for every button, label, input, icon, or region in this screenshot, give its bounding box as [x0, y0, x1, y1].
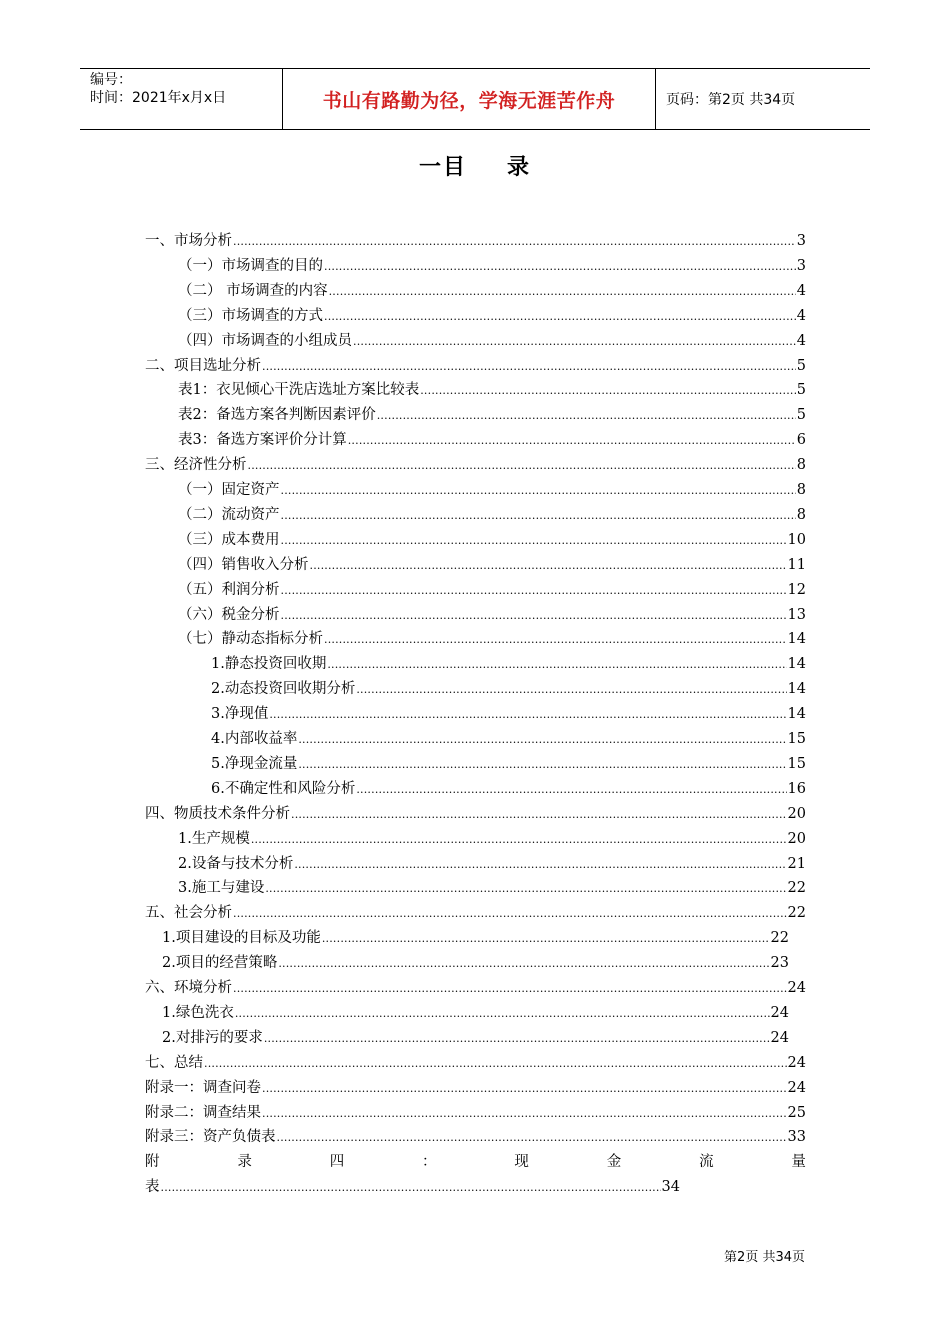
dot-leader [298, 727, 786, 752]
dot-leader [327, 652, 786, 677]
dot-leader [269, 702, 786, 727]
toc-entry-label: （三）市场调查的方式 [178, 307, 323, 324]
dot-leader [248, 453, 796, 478]
appendix4-char: 四 [329, 1154, 345, 1171]
toc-entry[interactable] [178, 279, 806, 304]
dot-leader [278, 951, 769, 976]
dot-leader [324, 254, 796, 279]
dot-leader [356, 677, 786, 702]
toc-entry-label: 1.绿色洗衣 [162, 1004, 234, 1021]
toc-entry[interactable] [211, 752, 806, 777]
toc-entry-label: （一）市场调查的目的 [178, 257, 323, 274]
toc-entry-page: 3 [796, 233, 806, 249]
toc-entry[interactable] [211, 677, 806, 702]
toc-entry[interactable] [178, 578, 806, 603]
dot-leader [298, 752, 786, 777]
dot-leader [324, 627, 787, 652]
time-label: 时间：2021年x月x日 [90, 90, 227, 106]
toc-entry-page: 8 [796, 482, 806, 498]
toc-entry-page: 22 [787, 905, 806, 922]
toc-entry-label: 七、总结 [145, 1054, 203, 1071]
dot-leader [356, 777, 786, 802]
toc-entry[interactable] [162, 1026, 789, 1051]
code-label: 编号： [90, 72, 132, 88]
toc-entry-page: 22 [770, 930, 789, 947]
toc-entry-page: 34 [661, 1179, 680, 1196]
toc-entry-page: 24 [770, 1004, 789, 1021]
toc-entry-label: （七）静动态指标分析 [178, 631, 323, 648]
dot-leader [233, 901, 787, 926]
dot-leader [233, 229, 796, 254]
toc-entry[interactable] [162, 926, 789, 951]
dot-leader [233, 976, 787, 1001]
toc-entry-label: 表 [145, 1179, 160, 1196]
toc-entry[interactable] [178, 428, 806, 453]
toc-entry-page: 24 [787, 1054, 806, 1071]
appendix4-char: 附 [145, 1154, 160, 1171]
header-page-info [656, 69, 870, 129]
toc-entry-label: 附录二：调查结果 [145, 1104, 261, 1121]
toc-entry[interactable] [145, 976, 806, 1001]
motto-text: 书山有路勤为径，学海无涯苦作舟 [322, 89, 616, 112]
dot-leader [281, 578, 787, 603]
toc-entry[interactable] [178, 329, 806, 354]
toc-entry-page: 3 [796, 257, 806, 274]
toc-entry[interactable] [162, 951, 789, 976]
toc-entry[interactable] [178, 254, 806, 279]
toc-entry-label: 3.净现值 [211, 706, 269, 723]
toc-entry-page: 22 [787, 880, 806, 897]
appendix4-char: 录 [237, 1154, 252, 1171]
toc-entry[interactable] [178, 528, 806, 553]
toc-entry-page: 20 [787, 805, 806, 822]
toc-entry-page: 5 [796, 382, 806, 399]
toc-entry-label: 三、经济性分析 [145, 457, 247, 474]
toc-entry-label: 附录三：资产负债表 [145, 1129, 276, 1146]
title-part1: 一目 [418, 155, 467, 180]
toc-entry-label: 二、项目选址分析 [145, 357, 261, 374]
dot-leader [420, 378, 796, 403]
dot-leader [262, 1101, 787, 1126]
toc-entry-label: 2.对排污的要求 [162, 1029, 263, 1046]
toc-entry-label: 附录一：调查问卷 [145, 1079, 261, 1096]
title-part2: 录 [507, 155, 532, 180]
dot-leader [329, 279, 796, 304]
toc-entry-page: 12 [787, 581, 806, 598]
toc-entry-label: （一）固定资产 [178, 482, 280, 498]
toc-entry-page: 6 [796, 432, 806, 449]
toc-entry-label: 2.设备与技术分析 [178, 855, 294, 872]
toc-entry-label: （六）税金分析 [178, 606, 280, 623]
toc-entry[interactable] [211, 652, 806, 677]
toc-entry[interactable] [145, 1076, 806, 1101]
toc-entry-page: 4 [796, 332, 806, 349]
appendix4-char: 现 [514, 1154, 529, 1171]
toc-entry-label: 2.项目的经营策略 [162, 955, 278, 972]
toc-entry-page: 20 [787, 830, 806, 847]
toc-entry[interactable] [211, 777, 806, 802]
header-meta [80, 69, 282, 129]
toc-entry-page: 16 [787, 780, 806, 797]
toc-entry[interactable] [178, 478, 806, 503]
toc-entry[interactable] [178, 876, 806, 901]
dot-leader [377, 403, 796, 428]
toc-entry-label: 表3：备选方案评价分计算 [178, 432, 347, 449]
toc-entry-label: （四）市场调查的小组成员 [178, 332, 352, 349]
toc-entry-page: 13 [787, 606, 806, 623]
dot-leader [324, 304, 796, 329]
dot-leader [262, 1076, 787, 1101]
appendix4-char: 流 [699, 1154, 714, 1171]
toc-entry-label: 1.静态投资回收期 [211, 656, 327, 673]
dot-leader [281, 603, 787, 628]
toc-entry-page: 8 [796, 457, 806, 474]
toc-entry-label: 5.净现金流量 [211, 755, 298, 772]
toc-entry[interactable] [145, 1051, 806, 1076]
toc-entry-label: 4.内部收益率 [211, 731, 298, 747]
toc-entry[interactable] [145, 802, 806, 827]
dot-leader [322, 926, 770, 951]
toc-entry-label: 表2：备选方案各判断因素评价 [178, 407, 376, 424]
dot-leader [353, 329, 796, 354]
toc-entry[interactable] [178, 304, 806, 329]
toc-entry-label: 1.生产规模 [178, 830, 250, 847]
toc-entry-page: 11 [787, 556, 806, 573]
toc-entry-label: （五）利润分析 [178, 581, 280, 598]
appendix4-char: ： [422, 1154, 437, 1171]
toc-entry[interactable] [145, 453, 806, 478]
dot-leader [277, 1125, 787, 1150]
dot-leader [291, 802, 787, 827]
toc-entry[interactable] [145, 354, 806, 379]
toc-entry-page: 4 [796, 307, 806, 324]
toc-entry[interactable] [211, 702, 806, 727]
toc-entry[interactable] [178, 378, 806, 403]
toc-entry[interactable] [178, 503, 806, 528]
dot-leader [281, 528, 787, 553]
header-motto-cell [282, 69, 656, 129]
toc-entry[interactable] [178, 403, 806, 428]
toc-entry-page: 10 [787, 531, 806, 548]
toc-entry-page: 24 [787, 1079, 806, 1096]
toc-entry[interactable] [145, 229, 806, 254]
toc-entry[interactable] [211, 727, 806, 752]
toc-entry-page: 23 [770, 955, 789, 972]
toc-entry-label: （三）成本费用 [178, 531, 280, 548]
toc-entry-label: 1.项目建设的目标及功能 [162, 930, 321, 947]
toc-entry-label: （四）销售收入分析 [178, 556, 309, 573]
dot-leader [161, 1175, 661, 1200]
toc-entry[interactable] [162, 1001, 789, 1026]
toc-entry-label: 3.施工与建设 [178, 880, 265, 897]
toc-entry-label: 表1：衣见倾心干洗店选址方案比较表 [178, 382, 420, 399]
dot-leader [204, 1051, 787, 1076]
toc-entry-page: 14 [787, 656, 806, 673]
toc-entry-page: 15 [787, 755, 806, 772]
toc-entry-page: 25 [787, 1104, 806, 1121]
toc-entry-label: 一、市场分析 [145, 233, 232, 249]
toc-entry[interactable] [178, 627, 806, 652]
toc-entry-label: 6.不确定性和风险分析 [211, 780, 356, 797]
toc-entry-page: 14 [787, 706, 806, 723]
dot-leader [310, 553, 787, 578]
toc-entry-appendix4-line2[interactable] [145, 1175, 680, 1200]
page-info-text: 页码：第2页 共34页 [666, 92, 796, 108]
toc-entry-page: 24 [770, 1029, 789, 1046]
toc-entry-label: 六、环境分析 [145, 980, 232, 996]
toc-entry[interactable] [178, 553, 806, 578]
page-title [0, 150, 950, 181]
dot-leader [251, 827, 787, 852]
dot-leader [262, 354, 796, 379]
toc-entry[interactable] [145, 1125, 806, 1150]
toc-entry-page: 24 [787, 980, 806, 996]
appendix4-char: 量 [791, 1154, 806, 1171]
toc-entry-label: 五、社会分析 [145, 905, 232, 922]
dot-leader [281, 478, 796, 503]
page-header [80, 68, 870, 130]
toc-entry-page: 14 [787, 681, 806, 698]
toc-entry-page: 5 [796, 407, 806, 424]
dot-leader [281, 503, 796, 528]
dot-leader [294, 852, 786, 877]
toc-entry-page: 33 [787, 1129, 806, 1146]
dot-leader [264, 1026, 770, 1051]
appendix4-char: 金 [606, 1154, 622, 1171]
toc-entry-label: （二） 市场调查的内容 [178, 282, 328, 299]
dot-leader [235, 1001, 770, 1026]
toc-entry-label: （二）流动资产 [178, 506, 280, 523]
toc-entry-label: 四、物质技术条件分析 [145, 805, 290, 822]
toc-entry-page: 15 [787, 731, 806, 747]
toc-entry-appendix4-line1[interactable] [145, 1150, 806, 1175]
toc-entry-page: 4 [796, 282, 806, 299]
toc-entry[interactable] [145, 901, 806, 926]
toc-entry-page: 8 [796, 506, 806, 523]
toc-entry[interactable] [178, 852, 806, 877]
toc-entry-page: 14 [787, 631, 806, 648]
page-footer [724, 1246, 805, 1265]
footer-page-text: 第2页 共34页 [724, 1250, 805, 1265]
toc-entry[interactable] [178, 827, 806, 852]
toc-entry[interactable] [178, 603, 806, 628]
dot-leader [348, 428, 796, 453]
toc-entry-page: 21 [787, 855, 806, 872]
toc-entry[interactable] [145, 1101, 806, 1126]
toc-entry-label: 2.动态投资回收期分析 [211, 681, 356, 698]
toc-entry-page: 5 [796, 357, 806, 374]
dot-leader [265, 876, 786, 901]
